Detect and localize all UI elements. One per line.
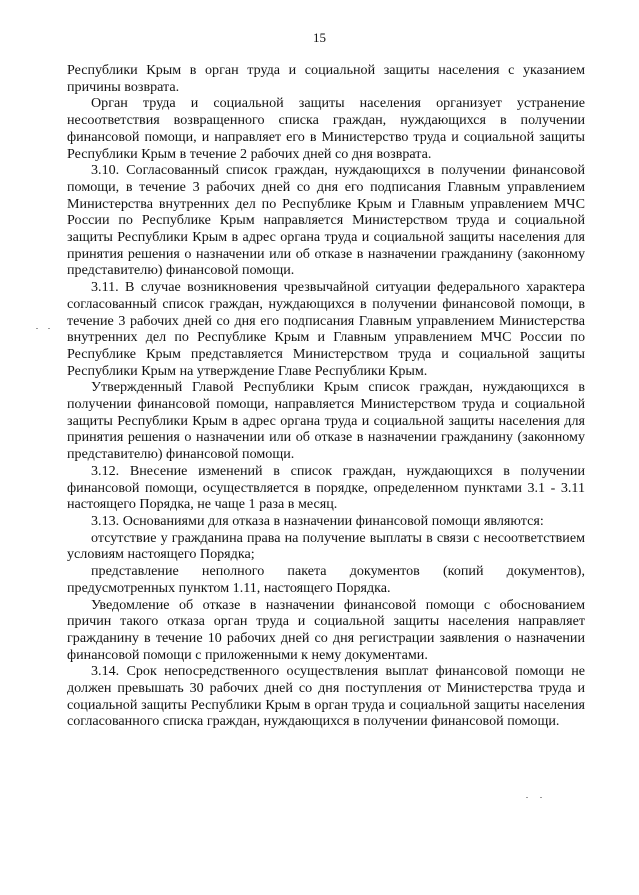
document-body [67,62,585,730]
paragraph-section-3-14: 3.14. Срок непосредственного осуществления выплат финансовой помощи не должен превышать 30 рабочих дней со дня поступления от Министерства труда и социальной защиты Республики Крым в орган труда и социальной защиты населения согласованного списка граждан, нуждающихся в получении финансовой помощи. [67,663,585,730]
paragraph-approved-list: Утвержденный Главой Республики Крым список граждан, нуждающихся в получении финансовой помощи, направляется Министерством труда и социальной защиты Республики Крым в адрес органа труда и социальной защиты населения для принятия решения о назначении или об отказе в назначении гражданину (законному представителю) финансовой помощи. [67,379,585,463]
paragraph-section-3-10: 3.10. Согласованный список граждан, нуждающихся в получении финансовой помощи, в течение 3 рабочих дней со дня его подписания Главным управлением Министерства внутренних дел по Республике Крым и Главным управлением МЧС России по Республике Крым направляется Министерством труда и социальной защиты Республики Крым в адрес органа труда и социальной защиты населения для принятия решения о назначении или об отказе в назначении гражданину (законному представителю) финансовой помощи. [67,162,585,279]
paragraph-section-3-13: 3.13. Основаниями для отказа в назначении финансовой помощи являются: [91,512,544,529]
scan-speck [540,797,542,798]
paragraph-return-reason-continued: Республики Крым в орган труда и социальной защиты населения с указанием причины возврата. [67,62,585,95]
scan-speck [526,797,528,798]
paragraph-section-3-12: 3.12. Внесение изменений в список граждан, нуждающихся в получении финансовой помощи, осуществляется в порядке, определенном пунктами 3.1 - 3.11 настоящего Порядка, не чаще 1 раза в месяц. [67,462,585,513]
scan-speck [48,328,50,329]
paragraph-refusal-notice: Уведомление об отказе в назначении финансовой помощи с обоснованием причин такого отказа орган труда и социальной защиты населения направляет гражданину в течение 10 рабочих дней со дня регистрации заявления о назначении финансовой помощи с приложенными к нему документами. [67,596,585,663]
paragraph-section-3-11: 3.11. В случае возникновения чрезвычайной ситуации федерального характера согласованный список граждан, нуждающихся в получении финансовой помощи, в течение 3 рабочих дней со дня его подписания Главным управлением Министерства внутренних дел по Республике Крым и Главным управлением МЧС России по Республике Крым представляется Министерством труда и социальной защиты Республики Крым на утверждение Главе Республики Крым. [67,279,585,379]
page-number: 15 [313,30,326,45]
paragraph-discrepancy-correction: Орган труда и социальной защиты населения организует устранение несоответствия возвращенного списка граждан, нуждающихся в получении финансовой помощи, и направляет его в Министерство труда и социальной защиты Республики Крым в течение 2 рабочих дней со дня возврата. [67,95,585,162]
paragraph-refusal-ground-1: отсутствие у гражданина права на получение выплаты в связи с несоответствием условиям настоящего Порядка; [67,529,585,563]
scan-speck [36,328,38,329]
paragraph-refusal-ground-2: представление неполного пакета документов (копий документов), предусмотренных пунктом 1.11, настоящего Порядка. [67,563,585,596]
